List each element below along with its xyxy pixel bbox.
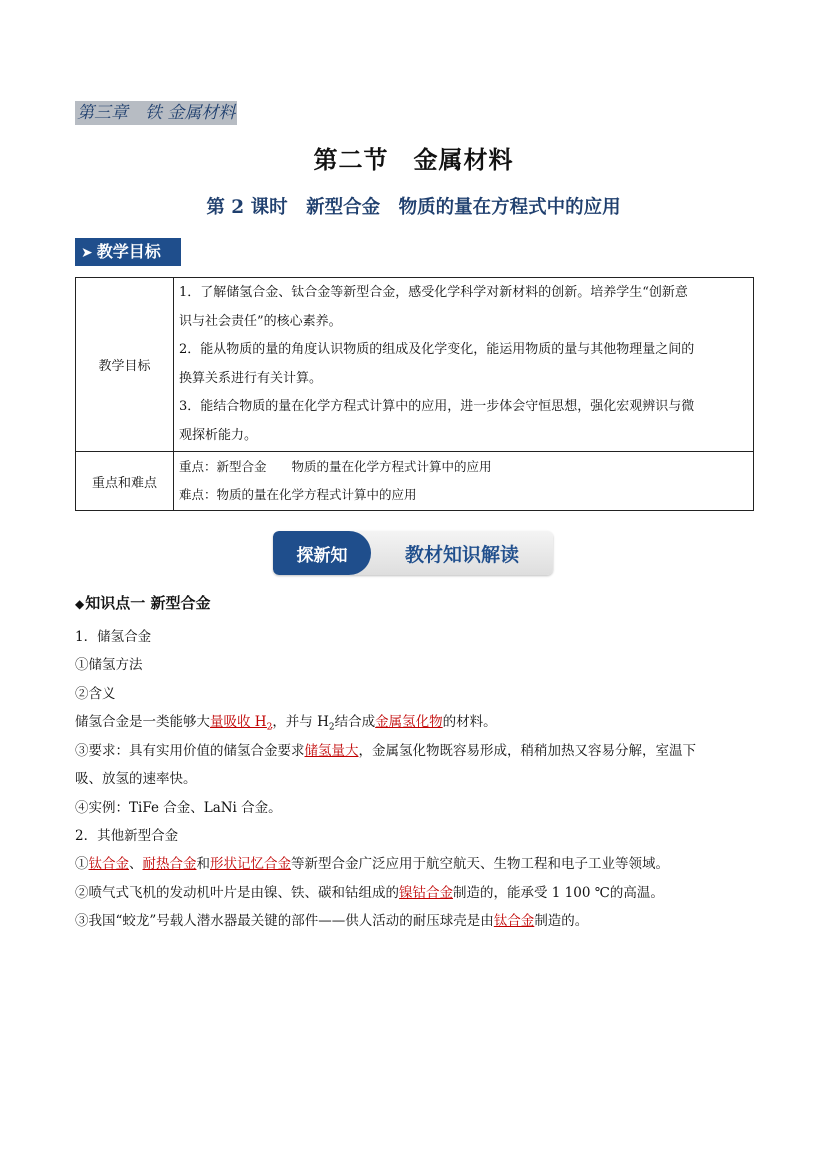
goal-line-1: 1．了解储氢合金、钛合金等新型合金，感受化学科学对新材料的创新。培养学生“创新意 [179,285,688,300]
text-segment: ，金属氢化物既容易形成，稍稍加热又容易分解，室温下 [358,743,696,759]
content-line [75,853,669,875]
goal-line-6: 观探析能力。 [179,427,258,443]
goal-line-3: 2．能从物质的量的角度认识物质的组成及化学变化，能运用物质的量与其他物理量之间的 [179,342,695,357]
goals-cell [174,278,754,452]
difficult-point: 难点：物质的量在化学方程式计算中的应用 [179,487,417,502]
text-segment: ③我国“蛟龙”号载人潜水器最关键的部件——供人活动的耐压球壳是由 [75,913,494,929]
page-title: 第二节 金属材料 [313,146,514,174]
content-line: ①储氢方法 [75,657,143,673]
text-segment: 等新型合金广泛应用于航空航天、生物工程和电子工业等领域。 [291,856,669,872]
key-points-row-head: 重点和难点 [76,452,174,511]
content-line [75,882,664,904]
goal-line-5: 3．能结合物质的量在化学方程式计算中的应用，进一步体会守恒思想，强化宏观辨识与微 [179,399,695,414]
text-segment: 的材料。 [442,714,497,730]
text-segment: 储氢合金是一类能够大 [75,714,210,730]
arrow-icon: ➤ [81,245,93,261]
highlight-segment [210,714,273,733]
diamond-icon: ◆ [75,597,85,611]
key-points-row [76,452,754,511]
text-segment: 制造的。 [534,913,589,929]
explore-banner-left: 探新知 [273,531,371,575]
explore-banner [273,531,553,575]
text-segment: ① [75,856,89,872]
highlight-segment: 镍钴合金 [399,885,453,901]
highlight-segment: 钛合金 [88,856,129,872]
content-line [75,910,588,932]
knowledge-point-title [75,592,210,613]
content-line: 2．其他新型合金 [75,828,179,844]
content-line: 吸、放氢的速率快。 [75,771,197,787]
teaching-goal-banner-label: 教学目标 [96,242,161,261]
goals-row-head: 教学目标 [76,278,174,452]
text-segment: 结合成 [334,714,376,730]
knowledge-point-title-text: 知识点一 新型合金 [85,594,211,612]
key-point: 重点：新型合金 物质的量在化学方程式计算中的应用 [179,459,492,474]
text-segment: 和 [196,856,210,872]
goal-line-4: 换算关系进行有关计算。 [179,370,323,386]
explore-banner-right: 教材知识解读 [351,531,553,575]
goals-row [76,278,754,452]
content-line [75,740,696,762]
text-segment: ②喷气式飞机的发动机叶片是由镍、铁、碳和钴组成的 [75,885,399,901]
key-points-cell [174,452,754,511]
text-segment: 制造的，能承受 1 100 ℃的高温。 [453,885,664,901]
content-line [75,711,497,739]
text-segment: ③要求：具有实用价值的储氢合金要求 [75,743,305,759]
subscript: 2 [266,722,273,733]
goal-line-2: 识与社会责任”的核心素养。 [179,313,342,329]
highlight-segment: 形状记忆合金 [210,856,291,872]
highlight-segment: 耐热合金 [142,856,197,872]
highlight-segment: 储氢量大 [304,743,359,759]
content-line: ②含义 [75,686,116,702]
content-line: ④实例：TiFe 合金、LaNi 合金。 [75,800,282,816]
highlight-segment: 钛合金 [493,913,535,929]
goals-table [75,277,754,511]
text-segment: 、 [129,856,143,872]
teaching-goal-banner [75,238,181,266]
content-line: 1．储氢合金 [75,629,152,645]
highlight-text: 量吸收 H [210,714,267,730]
highlight-segment: 金属氢化物 [375,714,443,730]
subscript: 2 [328,722,335,733]
page-subtitle: 第 2 课时 新型合金 物质的量在方程式中的应用 [206,197,621,218]
chapter-label: 第三章 铁 金属材料 [77,103,236,123]
text-segment: ，并与 H [272,714,329,730]
